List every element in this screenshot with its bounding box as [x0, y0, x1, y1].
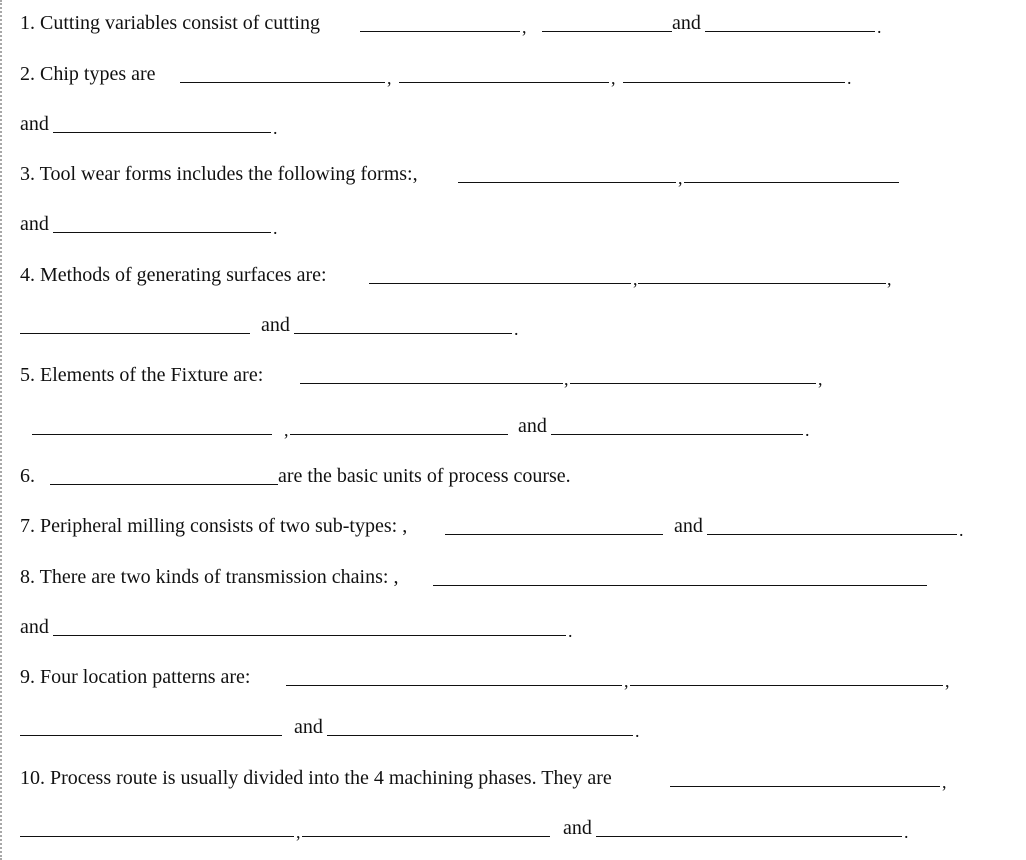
- comma: ,: [564, 369, 569, 389]
- answer-blank[interactable]: [290, 434, 508, 435]
- and-connector: and: [294, 716, 323, 738]
- question-4-prompt: 4. Methods of generating surfaces are:: [20, 264, 327, 286]
- answer-blank[interactable]: [327, 735, 633, 736]
- comma: ,: [387, 68, 392, 88]
- answer-blank[interactable]: [294, 333, 512, 334]
- question-9: [2, 664, 1026, 704]
- comma: ,: [624, 671, 629, 691]
- answer-blank[interactable]: [53, 635, 566, 636]
- comma: ,: [633, 269, 638, 289]
- question-9-continued: [2, 714, 1026, 754]
- question-6-number: 6.: [20, 465, 35, 487]
- answer-blank[interactable]: [20, 333, 250, 334]
- answer-blank[interactable]: [300, 383, 563, 384]
- and-connector: and: [674, 515, 703, 537]
- comma: ,: [942, 772, 947, 792]
- comma: ,: [887, 269, 892, 289]
- question-8: [2, 564, 1026, 604]
- comma: ,: [296, 822, 301, 842]
- answer-blank[interactable]: [360, 31, 520, 32]
- question-7: [2, 513, 1026, 553]
- question-10-continued: [2, 815, 1026, 855]
- answer-blank[interactable]: [551, 434, 803, 435]
- question-6: [2, 463, 1026, 503]
- question-8-prompt: 8. There are two kinds of transmission chains: ,: [20, 566, 399, 588]
- answer-blank[interactable]: [458, 182, 676, 183]
- question-1: [2, 10, 1026, 50]
- question-9-prompt: 9. Four location patterns are:: [20, 666, 251, 688]
- and-connector: and: [672, 12, 701, 34]
- comma: ,: [611, 68, 616, 88]
- question-3-continued: [2, 211, 1026, 251]
- comma: ,: [284, 420, 289, 440]
- question-2-prompt: 2. Chip types are: [20, 63, 156, 85]
- question-4-continued: [2, 312, 1026, 352]
- and-connector: and: [518, 415, 547, 437]
- question-5-prompt: 5. Elements of the Fixture are:: [20, 364, 264, 386]
- answer-blank[interactable]: [53, 132, 271, 133]
- period: .: [959, 520, 964, 540]
- answer-blank[interactable]: [20, 735, 282, 736]
- answer-blank[interactable]: [20, 836, 294, 837]
- period: .: [568, 621, 573, 641]
- comma: ,: [818, 369, 823, 389]
- and-connector: and: [20, 213, 49, 235]
- answer-blank[interactable]: [638, 283, 886, 284]
- answer-blank[interactable]: [50, 484, 278, 485]
- question-1-prompt: 1. Cutting variables consist of cutting: [20, 12, 320, 34]
- question-10: [2, 765, 1026, 805]
- period: .: [805, 420, 810, 440]
- period: .: [514, 319, 519, 339]
- answer-blank[interactable]: [399, 82, 609, 83]
- answer-blank[interactable]: [684, 182, 899, 183]
- period: .: [273, 118, 278, 138]
- answer-blank[interactable]: [670, 786, 940, 787]
- question-10-prompt: 10. Process route is usually divided into the 4 machining phases. They are: [20, 767, 612, 789]
- and-connector: and: [261, 314, 290, 336]
- question-3: [2, 161, 1026, 201]
- question-8-continued: [2, 614, 1026, 654]
- answer-blank[interactable]: [542, 31, 672, 32]
- answer-blank[interactable]: [570, 383, 816, 384]
- question-7-prompt: 7. Peripheral milling consists of two sub-types: ,: [20, 515, 408, 537]
- answer-blank[interactable]: [596, 836, 902, 837]
- answer-blank[interactable]: [707, 534, 957, 535]
- period: .: [635, 721, 640, 741]
- question-2-continued: [2, 111, 1026, 151]
- answer-blank[interactable]: [705, 31, 875, 32]
- question-6-prompt: are the basic units of process course.: [278, 465, 571, 487]
- and-connector: and: [20, 113, 49, 135]
- answer-blank[interactable]: [180, 82, 385, 83]
- answer-blank[interactable]: [433, 585, 927, 586]
- and-connector: and: [20, 616, 49, 638]
- comma: ,: [945, 671, 950, 691]
- and-connector: and: [563, 817, 592, 839]
- question-4: [2, 262, 1026, 302]
- question-5: [2, 362, 1026, 402]
- period: .: [847, 68, 852, 88]
- answer-blank[interactable]: [630, 685, 943, 686]
- comma: ,: [678, 168, 683, 188]
- answer-blank[interactable]: [32, 434, 272, 435]
- answer-blank[interactable]: [445, 534, 663, 535]
- period: .: [877, 17, 882, 37]
- answer-blank[interactable]: [623, 82, 845, 83]
- answer-blank[interactable]: [369, 283, 631, 284]
- period: .: [904, 822, 909, 842]
- answer-blank[interactable]: [286, 685, 622, 686]
- question-2: [2, 61, 1026, 101]
- comma: ,: [522, 17, 527, 37]
- question-5-continued: [2, 413, 1026, 453]
- answer-blank[interactable]: [53, 232, 271, 233]
- answer-blank[interactable]: [302, 836, 550, 837]
- period: .: [273, 218, 278, 238]
- question-3-prompt: 3. Tool wear forms includes the following forms:,: [20, 163, 418, 185]
